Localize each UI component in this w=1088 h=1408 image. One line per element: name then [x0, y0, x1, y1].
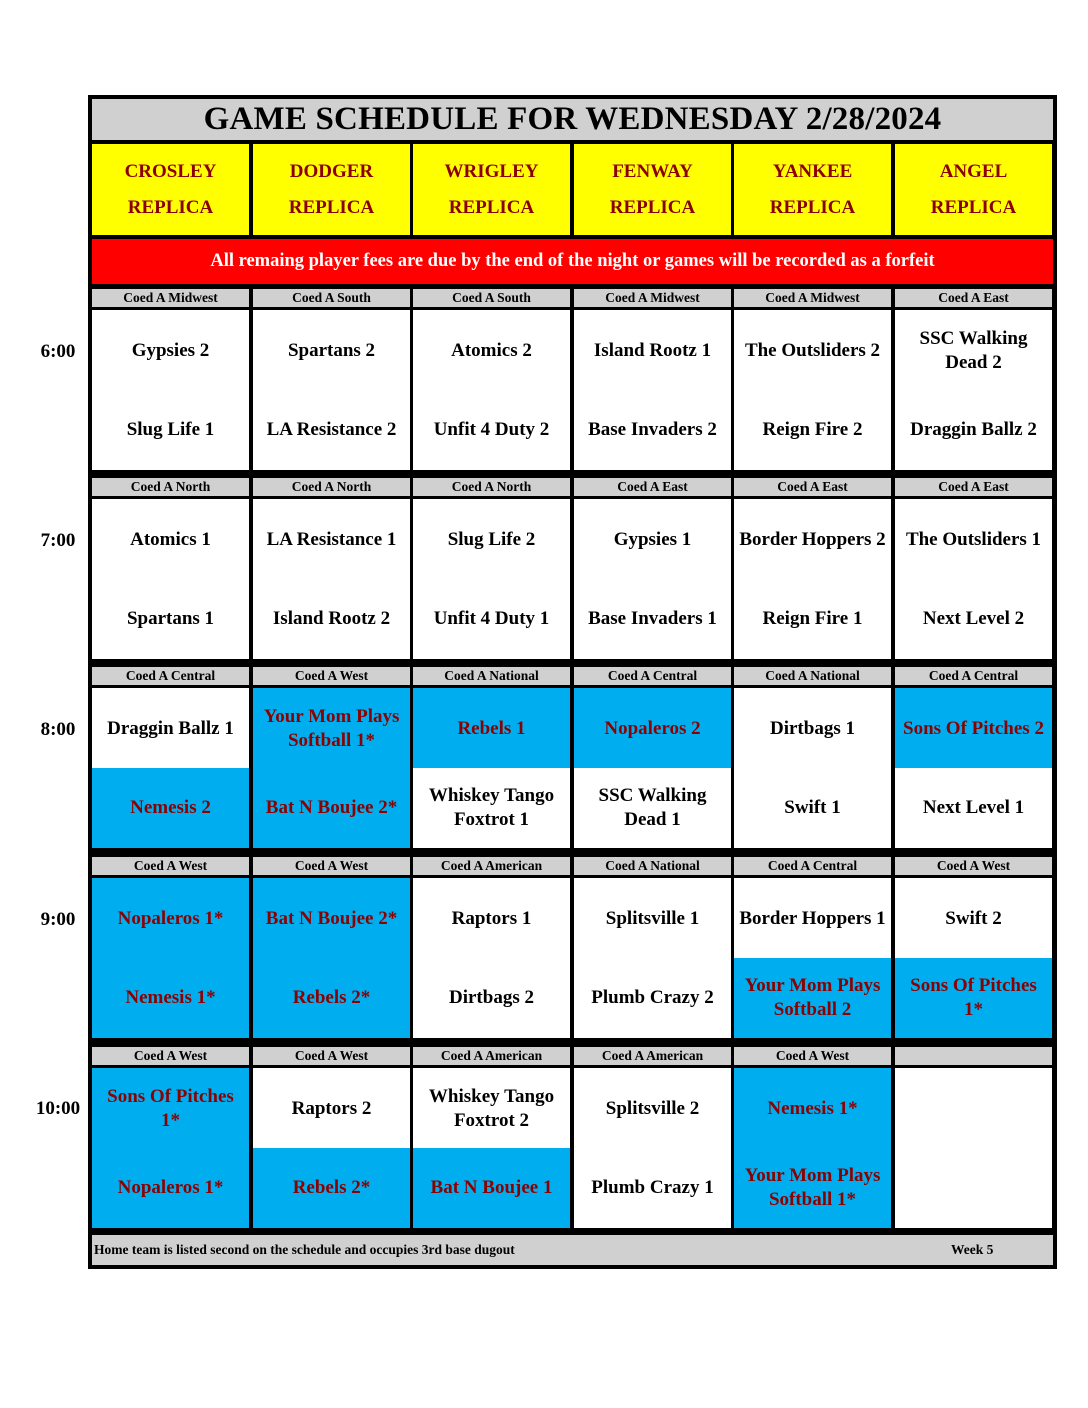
home-team: Base Invaders 2	[574, 390, 731, 470]
division-label: Coed A American	[574, 1047, 731, 1065]
field-name: ANGEL	[939, 160, 1008, 182]
visitor-team: Dirtbags 1	[734, 688, 891, 770]
time-slot-label: 6:00	[40, 341, 76, 362]
home-team: LA Resistance 2	[253, 390, 410, 470]
field-sub: REPLICA	[769, 196, 856, 218]
division-label: Coed A West	[253, 857, 410, 875]
visitor-team: Bat N Boujee 2*	[253, 878, 410, 960]
home-team: Unfit 4 Duty 1	[413, 579, 570, 659]
time-slot-label: 9:00	[40, 909, 76, 930]
visitor-team: Nemesis 1*	[734, 1068, 891, 1150]
visitor-team: Sons Of Pitches 1*	[92, 1068, 249, 1150]
division-label: Coed A American	[413, 1047, 570, 1065]
schedule-title: GAME SCHEDULE FOR WEDNESDAY 2/28/2024	[92, 99, 1053, 140]
field-header	[895, 144, 1052, 235]
field-header	[413, 144, 570, 235]
field-sub: REPLICA	[288, 196, 375, 218]
division-label: Coed A National	[413, 667, 570, 685]
home-team: Bat N Boujee 1	[413, 1148, 570, 1228]
home-team: Base Invaders 1	[574, 579, 731, 659]
visitor-team: LA Resistance 1	[253, 499, 410, 581]
visitor-team: Your Mom Plays Softball 1*	[253, 688, 410, 770]
home-team: Slug Life 1	[92, 390, 249, 470]
division-label: Coed A East	[895, 478, 1052, 496]
division-label: Coed A South	[413, 289, 570, 307]
division-label: Coed A East	[574, 478, 731, 496]
home-team: Spartans 1	[92, 579, 249, 659]
visitor-team: Nopaleros 2	[574, 688, 731, 770]
footer-bar	[92, 1235, 1053, 1265]
division-label	[895, 1047, 1052, 1065]
division-label: Coed A South	[253, 289, 410, 307]
visitor-team: Island Rootz 1	[574, 310, 731, 392]
home-team: Rebels 2*	[253, 958, 410, 1038]
home-team: Sons Of Pitches 1*	[895, 958, 1052, 1038]
division-label: Coed A Central	[92, 667, 249, 685]
fee-notice: All remaing player fees are due by the end of the night or games will be recorded as a forfeit	[92, 239, 1053, 284]
home-team: Next Level 2	[895, 579, 1052, 659]
division-label: Coed A West	[92, 1047, 249, 1065]
field-header	[574, 144, 731, 235]
division-label: Coed A National	[574, 857, 731, 875]
field-name: CROSLEY	[124, 160, 217, 182]
field-name: WRIGLEY	[444, 160, 539, 182]
field-sub: REPLICA	[930, 196, 1017, 218]
visitor-team: Atomics 2	[413, 310, 570, 392]
field-sub: REPLICA	[609, 196, 696, 218]
home-team: Nemesis 1*	[92, 958, 249, 1038]
week-label: Week 5	[951, 1242, 994, 1257]
division-label: Coed A North	[253, 478, 410, 496]
visitor-team: The Outsliders 1	[895, 499, 1052, 581]
visitor-team: Raptors 2	[253, 1068, 410, 1150]
field-header	[253, 144, 410, 235]
home-team: Dirtbags 2	[413, 958, 570, 1038]
visitor-team: SSC Walking Dead 2	[895, 310, 1052, 392]
division-label: Coed A West	[253, 1047, 410, 1065]
home-team: Unfit 4 Duty 2	[413, 390, 570, 470]
visitor-team: Raptors 1	[413, 878, 570, 960]
home-team: Reign Fire 2	[734, 390, 891, 470]
time-slot-label: 7:00	[40, 530, 76, 551]
home-team: SSC Walking Dead 1	[574, 768, 731, 848]
visitor-team: Gypsies 2	[92, 310, 249, 392]
visitor-team: Slug Life 2	[413, 499, 570, 581]
home-team: Plumb Crazy 1	[574, 1148, 731, 1228]
visitor-team: Whiskey Tango Foxtrot 2	[413, 1068, 570, 1150]
division-label: Coed A West	[734, 1047, 891, 1065]
home-team: Your Mom Plays Softball 1*	[734, 1148, 891, 1228]
home-team: Whiskey Tango Foxtrot 1	[413, 768, 570, 848]
schedule-table	[88, 95, 1057, 1269]
visitor-team: Sons Of Pitches 2	[895, 688, 1052, 770]
division-label: Coed A North	[413, 478, 570, 496]
field-header	[734, 144, 891, 235]
home-team: Nopaleros 1*	[92, 1148, 249, 1228]
division-label: Coed A West	[895, 857, 1052, 875]
division-label: Coed A Central	[574, 667, 731, 685]
home-team: Swift 1	[734, 768, 891, 848]
visitor-team: Draggin Ballz 1	[92, 688, 249, 770]
visitor-team: Nopaleros 1*	[92, 878, 249, 960]
home-team: Nemesis 2	[92, 768, 249, 848]
field-sub: REPLICA	[448, 196, 535, 218]
field-name: YANKEE	[772, 160, 853, 182]
division-label: Coed A Central	[895, 667, 1052, 685]
field-name: FENWAY	[612, 160, 693, 182]
division-label: Coed A West	[253, 667, 410, 685]
visitor-team: The Outsliders 2	[734, 310, 891, 392]
division-label: Coed A Midwest	[734, 289, 891, 307]
visitor-team: Border Hoppers 1	[734, 878, 891, 960]
visitor-team: Splitsville 1	[574, 878, 731, 960]
home-team: Bat N Boujee 2*	[253, 768, 410, 848]
field-sub: REPLICA	[127, 196, 214, 218]
division-label: Coed A North	[92, 478, 249, 496]
division-label: Coed A West	[92, 857, 249, 875]
visitor-team: Atomics 1	[92, 499, 249, 581]
visitor-team	[895, 1068, 1052, 1150]
home-team: Your Mom Plays Softball 2	[734, 958, 891, 1038]
division-label: Coed A Midwest	[574, 289, 731, 307]
field-header	[92, 144, 249, 235]
visitor-team: Border Hoppers 2	[734, 499, 891, 581]
field-name: DODGER	[289, 160, 374, 182]
time-slot-label: 10:00	[35, 1098, 81, 1119]
visitor-team: Swift 2	[895, 878, 1052, 960]
home-team: Reign Fire 1	[734, 579, 891, 659]
home-team: Rebels 2*	[253, 1148, 410, 1228]
division-label: Coed A East	[895, 289, 1052, 307]
division-label: Coed A Midwest	[92, 289, 249, 307]
home-team: Plumb Crazy 2	[574, 958, 731, 1038]
visitor-team: Rebels 1	[413, 688, 570, 770]
footer-note: Home team is listed second on the schedule and occupies 3rd base dugout	[94, 1242, 515, 1257]
time-slot-label: 8:00	[40, 719, 76, 740]
home-team: Draggin Ballz 2	[895, 390, 1052, 470]
visitor-team: Spartans 2	[253, 310, 410, 392]
division-label: Coed A National	[734, 667, 891, 685]
division-label: Coed A East	[734, 478, 891, 496]
home-team	[895, 1148, 1052, 1228]
visitor-team: Gypsies 1	[574, 499, 731, 581]
division-label: Coed A Central	[734, 857, 891, 875]
division-label: Coed A American	[413, 857, 570, 875]
home-team: Island Rootz 2	[253, 579, 410, 659]
visitor-team: Splitsville 2	[574, 1068, 731, 1150]
home-team: Next Level 1	[895, 768, 1052, 848]
